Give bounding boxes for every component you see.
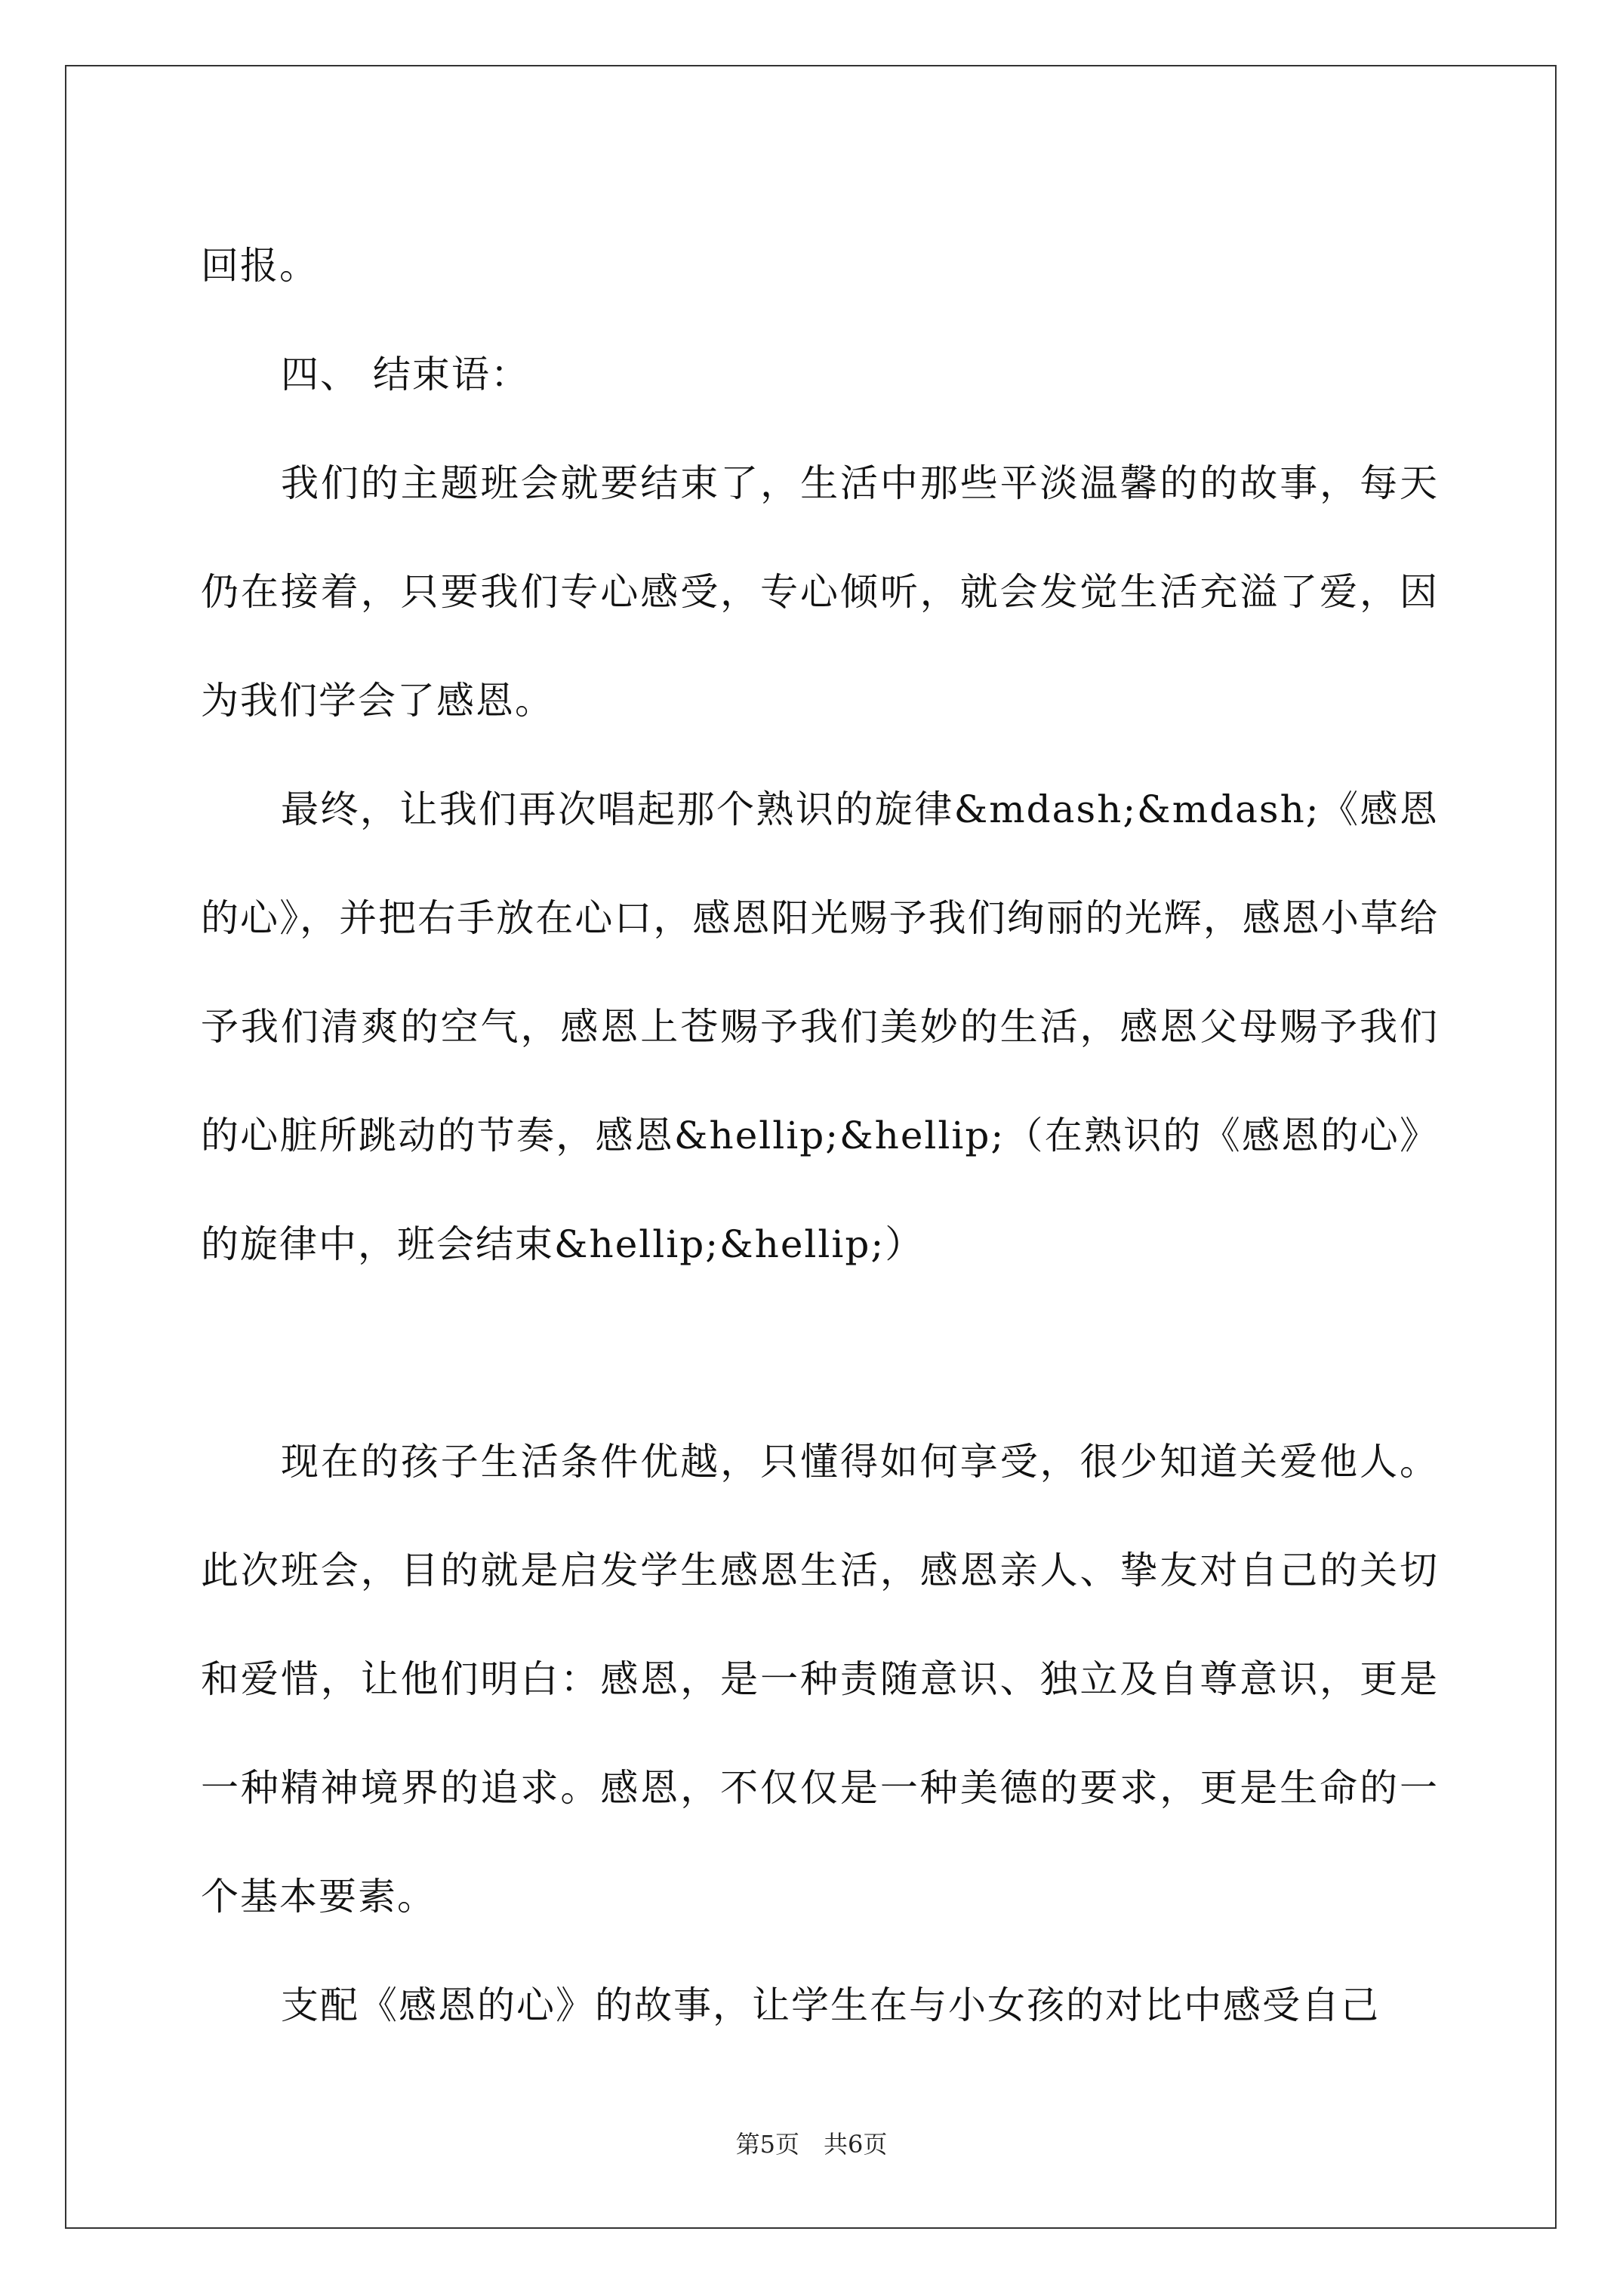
page-number-footer: 第5页 共6页 <box>735 2130 888 2159</box>
paragraph-5: 现在的孩子生活条件优越，只懂得如何享受，很少知道关爱他人。此次班会，目的就是启发学生感恩生活，感恩亲人、挚友对自己的关切和爱惜，让他们明白：感恩，是一种责随意识、独立及自尊意识，更是一种精神境界的追求。感恩，不仅仅是一种美德的要求，更是生命的一个基本要素。 <box>201 1440 1439 1918</box>
section-heading-conclusion: 四、 结束语： <box>281 353 530 396</box>
paragraph-3: 我们的主题班会就要结束了，生活中那些平淡温馨的的故事，每天仍在接着，只要我们专心感受，专心倾听，就会发觉生活充溢了爱，因为我们学会了感恩。 <box>201 461 1439 723</box>
paragraph-spacer <box>201 1299 1439 1407</box>
document-body <box>201 211 1439 2060</box>
paragraph-4: 最终，让我们再次唱起那个熟识的旋律&mdash;&mdash;《感恩的心》，并把右手放在心口，感恩阳光赐予我们绚丽的光辉，感恩小草给予我们清爽的空气，感恩上苍赐予我们美妙的生活，感恩父母赐予我们的心脏所跳动的节奏，感恩&hellip;&hellip;（在熟识的《感恩的心》的旋律中，班会结束&hellip;&hellip;） <box>201 787 1439 1266</box>
paragraph-1: 回报。 <box>201 244 319 288</box>
paragraph-6: 支配《感恩的心》的故事，让学生在与小女孩的对比中感受自己 <box>281 1983 1380 2027</box>
